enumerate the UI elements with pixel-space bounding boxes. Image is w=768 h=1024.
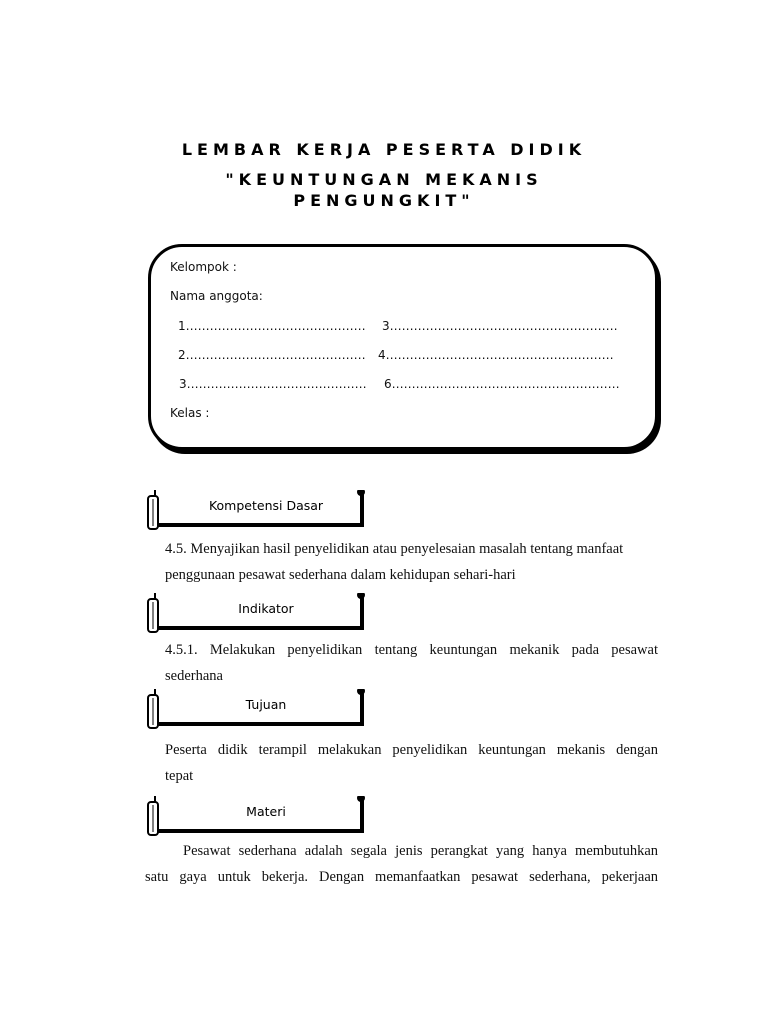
- indikator-text: [165, 637, 658, 689]
- tujuan-line-1: Peserta didik terampil melakukan penyelidikan keuntungan mekanis dengan: [165, 742, 658, 758]
- kompetensi-dasar-label: Kompetensi Dasar: [208, 498, 324, 513]
- identity-box: [148, 244, 658, 450]
- kompetensi-line-2: penggunaan pesawat sederhana dalam kehidupan sehari-hari: [165, 567, 516, 583]
- worksheet-subtitle-line1: "KEUNTUNGAN MEKANIS: [225, 170, 543, 189]
- materi-banner: [147, 796, 367, 836]
- worksheet-subtitle-line2: PENGUNGKIT": [293, 191, 475, 210]
- indikator-line-1: 4.5.1. Melakukan penyelidikan tentang keuntungan mekanik pada pesawat: [165, 642, 658, 658]
- materi-text: [145, 838, 658, 890]
- tujuan-label: Tujuan: [245, 697, 287, 712]
- worksheet-title: LEMBAR KERJA PESERTA DIDIK: [181, 140, 587, 159]
- tujuan-text: [165, 737, 658, 789]
- kompetensi-dasar-banner: [147, 490, 367, 530]
- member-2-field[interactable]: 2………………………………………: [178, 348, 366, 362]
- kompetensi-line-1: 4.5. Menyajikan hasil penyelidikan atau penyelesaian masalah tentang manfaat: [165, 541, 624, 557]
- nama-anggota-label: Nama anggota:: [170, 289, 263, 303]
- materi-line-1: Pesawat sederhana adalah segala jenis perangkat yang hanya membutuhkan: [183, 843, 658, 859]
- indikator-line-2: sederhana: [165, 668, 223, 684]
- tujuan-line-2: tepat: [165, 768, 194, 784]
- materi-label: Materi: [246, 804, 286, 819]
- member-4-field[interactable]: 4…………………………………………………: [378, 348, 614, 362]
- member-5-field[interactable]: 3………………………………………: [179, 377, 367, 391]
- indikator-banner: [147, 593, 367, 633]
- kelas-label: Kelas :: [170, 406, 210, 420]
- tujuan-banner: [147, 689, 367, 729]
- member-3-field[interactable]: 3…………………………………………………: [382, 319, 618, 333]
- kelompok-label: Kelompok :: [170, 260, 237, 274]
- member-6-field[interactable]: 6…………………………………………………: [384, 377, 620, 391]
- member-1-field[interactable]: 1………………………………………: [178, 319, 366, 333]
- materi-line-2: satu gaya untuk bekerja. Dengan memanfaatkan pesawat sederhana, pekerjaan: [145, 869, 658, 885]
- kompetensi-dasar-text: [165, 536, 658, 588]
- indikator-label: Indikator: [238, 601, 294, 616]
